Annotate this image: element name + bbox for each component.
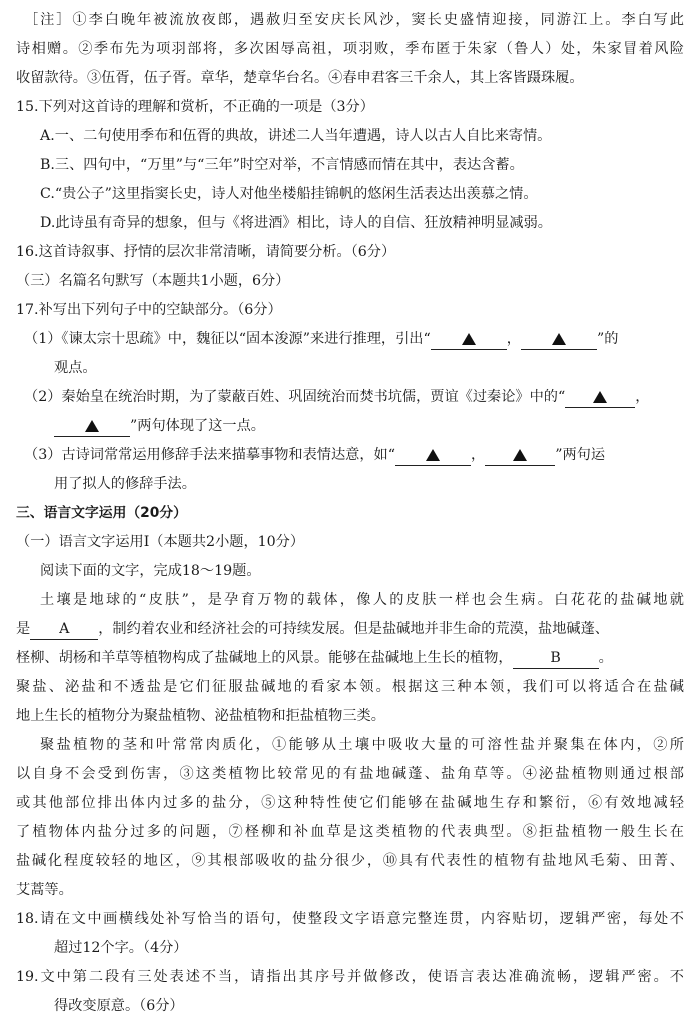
exam-page bbox=[16, 6, 684, 1021]
q17-item-1-end: ”的 bbox=[596, 331, 619, 347]
passage-p2-line-5: 盐碱化程度较轻的地区，⑨其根部吸收的盐分很少，⑩具有代表性的植物有盐地风毛菊、田菁、 bbox=[16, 853, 684, 869]
q17-separator: ， bbox=[506, 331, 521, 347]
question-15-option-a: A.一、二句使用季布和伍胥的典故，讲述二人当年遭遇，诗人以古人自比来寄情。 bbox=[40, 128, 552, 144]
fill-blank[interactable] bbox=[395, 445, 471, 466]
fill-blank[interactable] bbox=[431, 329, 507, 350]
note-line-2: 诗相赠。②季布先为项羽部将，多次困辱高祖，项羽败，季布匿于朱家（鲁人）处，朱家冒着风险 bbox=[16, 41, 684, 57]
blank-a[interactable]: A bbox=[30, 619, 98, 640]
fill-blank[interactable] bbox=[485, 445, 555, 466]
triangle-icon bbox=[513, 449, 527, 461]
note-line-1: ［注］①李白晚年被流放夜郎，遇赦归至安庆长风沙，窦长史盛情迎接，同游江上。李白写此 bbox=[24, 12, 684, 28]
note-line-3: 收留款待。③伍胥，伍子胥。章华，楚章华台名。④春申君客三千余人，其上客皆蹑珠履。 bbox=[16, 70, 584, 86]
passage-text: 。 bbox=[598, 650, 613, 666]
fill-blank[interactable] bbox=[565, 387, 635, 408]
passage-line-5: 地上生长的植物分为聚盐植物、泌盐植物和拒盐植物三类。 bbox=[16, 708, 385, 724]
part-3-heading: 三、语言文字运用（20分） bbox=[16, 505, 187, 521]
passage-line-4: 聚盐、泌盐和不透盐是它们征服盐碱地的看家本领。根据这三种本领，我们可以将适合在盐碱 bbox=[16, 679, 684, 695]
q17-item-2-end: ”两句体现了这一点。 bbox=[130, 418, 265, 434]
reading-instruction: 阅读下面的文字，完成18～19题。 bbox=[40, 563, 261, 579]
question-17-stem: 17.补写出下列句子中的空缺部分。（6分） bbox=[16, 302, 282, 318]
question-18-line-2: 超过12个字。（4分） bbox=[54, 940, 188, 956]
q17-item-1-continuation: 观点。 bbox=[54, 360, 97, 376]
passage-line-3 bbox=[16, 644, 684, 673]
passage-p2-line-2: 以自身不会受到伤害，③这类植物比较常见的有盐地碱蓬、盐角草等。④泌盐植物则通过根部 bbox=[16, 766, 684, 782]
passage-p2-line-3: 或其他部位排出体内过多的盐分，⑤这种特性使它们能够在盐碱地生存和繁衍，⑥有效地减轻 bbox=[16, 795, 684, 811]
passage-p2-line-6: 艾蒿等。 bbox=[16, 882, 73, 898]
q17-item-1-text: （1）《谏太宗十思疏》中，魏征以“固本浚源”来进行推理，引出“ bbox=[24, 331, 431, 347]
question-15-stem: 15.下列对这首诗的理解和赏析，不正确的一项是（3分） bbox=[16, 99, 374, 115]
fill-blank[interactable] bbox=[54, 416, 130, 437]
question-15-option-b: B.三、四句中，“万里”与“三年”时空对举，不言情感而情在其中，表达含蓄。 bbox=[40, 157, 524, 173]
triangle-icon bbox=[85, 420, 99, 432]
triangle-icon bbox=[462, 333, 476, 345]
q17-item-3-continuation: 用了拟人的修辞手法。 bbox=[54, 476, 196, 492]
question-17-item-2 bbox=[16, 383, 684, 412]
triangle-icon bbox=[593, 391, 607, 403]
passage-p2-line-4: 了植物体内盐分过多的问题，⑦柽柳和补血草是这类植物的代表典型。⑧拒盐植物一般生长在 bbox=[16, 824, 684, 840]
passage-line-2 bbox=[16, 615, 684, 644]
question-15-option-d: D.此诗虽有奇异的想象，但与《将进酒》相比，诗人的自信、狂放精神明显减弱。 bbox=[40, 215, 552, 231]
passage-text: 是 bbox=[16, 621, 31, 637]
question-19-line-2: 得改变原意。（6分） bbox=[54, 998, 184, 1014]
q17-separator: ， bbox=[470, 447, 486, 463]
blank-b[interactable]: B bbox=[513, 648, 599, 669]
q17-item-2-continuation bbox=[16, 412, 684, 441]
question-17-item-3 bbox=[16, 441, 684, 470]
q17-item-3-end: ”两句运 bbox=[555, 447, 606, 463]
question-18-line-1: 18.请在文中画横线处补写恰当的语句，使整段文字语意完整连贯，内容贴切，逻辑严密，每处不 bbox=[16, 911, 684, 927]
question-15-option-c: C.“贵公子”这里指窦长史，诗人对他坐楼船挂锦帆的悠闲生活表达出羡慕之情。 bbox=[40, 186, 538, 202]
fill-blank[interactable] bbox=[521, 329, 597, 350]
passage-line-1: 土壤是地球的“皮肤”，是孕育万物的载体，像人的皮肤一样也会生病。白花花的盐碱地就 bbox=[40, 592, 684, 608]
subsection-1-heading: （一）语言文字运用Ⅰ（本题共2小题，10分） bbox=[16, 534, 305, 550]
question-16: 16.这首诗叙事、抒情的层次非常清晰，请简要分析。（6分） bbox=[16, 244, 396, 260]
question-17-item-1 bbox=[16, 325, 684, 354]
passage-p2-line-1: 聚盐植物的茎和叶常常肉质化，①能够从土壤中吸收大量的可溶性盐并聚集在体内，②所 bbox=[40, 737, 684, 753]
triangle-icon bbox=[426, 449, 440, 461]
passage-text: 柽柳、胡杨和羊草等植物构成了盐碱地上的风景。能够在盐碱地上生长的植物， bbox=[16, 650, 513, 666]
triangle-icon bbox=[552, 333, 566, 345]
q17-separator: ， bbox=[635, 389, 650, 405]
q17-item-3-text: （3）古诗词常常运用修辞手法来描摹事物和表情达意，如“ bbox=[24, 447, 395, 463]
section-3-heading: （三）名篇名句默写（本题共1小题，6分） bbox=[16, 273, 290, 289]
q17-item-2-text: （2）秦始皇在统治时期，为了蒙蔽百姓、巩固统治而焚书坑儒，贾谊《过秦论》中的“ bbox=[24, 389, 566, 405]
question-19-line-1: 19.文中第二段有三处表述不当，请指出其序号并做修改，使语言表达准确流畅，逻辑严密。不 bbox=[16, 969, 684, 985]
passage-text: ，制约着农业和经济社会的可持续发展。但是盐碱地并非生命的荒漠，盐地碱蓬、 bbox=[98, 621, 609, 637]
